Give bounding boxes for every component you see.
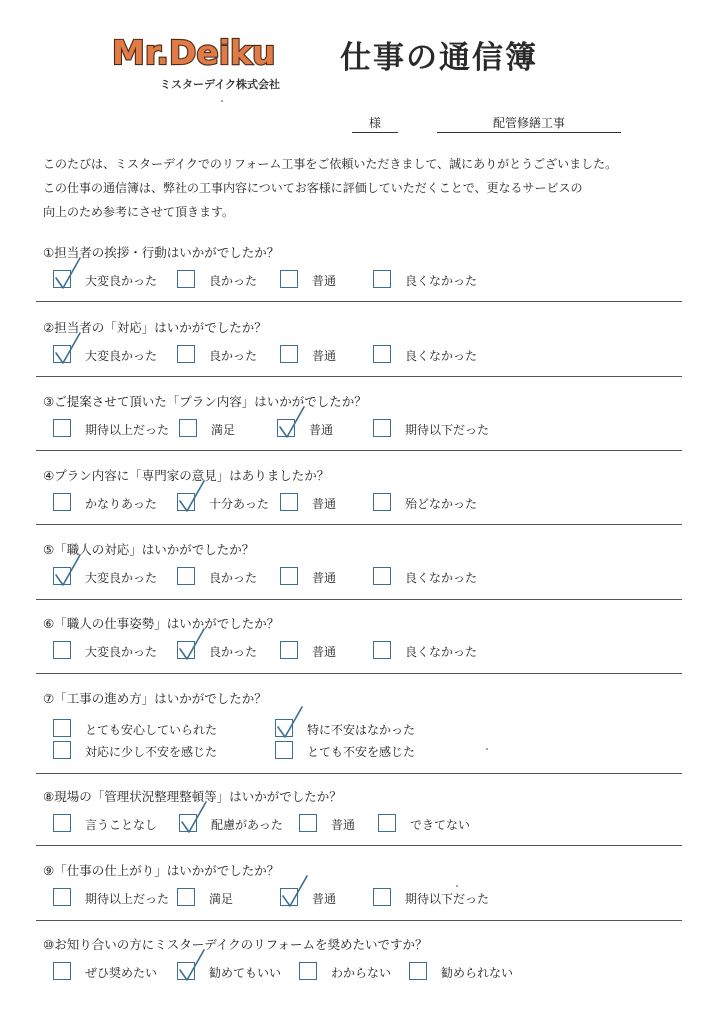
option-label: 普通 (309, 423, 334, 437)
question-title: ②担当者の「対応」はいかがでしたか？ (43, 320, 267, 335)
option-label: 大変良かった (85, 274, 158, 288)
option-label: 普通 (312, 571, 337, 585)
intro-line: 向上のため参考にさせて頂きます。 (43, 205, 235, 219)
option-label: 普通 (312, 349, 337, 363)
checkbox[interactable] (177, 888, 195, 906)
option-label: ぜひ奨めたい (85, 966, 158, 980)
customer-name-field: 様 (352, 114, 398, 133)
answer-option[interactable] (53, 719, 253, 739)
option-label: 満足 (211, 423, 236, 437)
survey-question (43, 540, 683, 598)
checkbox[interactable] (409, 962, 427, 980)
answer-option[interactable] (409, 962, 609, 982)
checkbox[interactable] (275, 741, 293, 759)
option-label: かなりあった (85, 497, 157, 511)
survey-question (43, 392, 683, 450)
check-mark-icon (177, 948, 207, 982)
answer-option[interactable] (373, 567, 573, 587)
option-label: とても不安を感じた (307, 745, 416, 759)
question-title: ⑦「工事の進め方」はいかがでしたか？ (43, 691, 267, 706)
checkbox[interactable] (53, 888, 71, 906)
option-label: 普通 (312, 645, 337, 659)
option-label: 良くなかった (405, 349, 478, 363)
option-label: できてない (410, 818, 471, 832)
mr-deiku-logo (108, 30, 330, 74)
company-name: ミスターデイク株式会社 (160, 78, 281, 91)
checkbox[interactable] (53, 419, 71, 437)
survey-question (43, 243, 683, 301)
work-name-field: 配管修繕工事 (437, 114, 621, 133)
section-divider (36, 450, 682, 451)
survey-question (43, 689, 683, 769)
question-title: ⑥「職人の仕事姿勢」はいかがでしたか？ (43, 616, 280, 631)
section-divider (36, 376, 682, 377)
intro-line: この仕事の通信簿は、弊社の工事内容についてお客様に評価していただくことで、更なるサービスの (43, 181, 583, 195)
checkbox[interactable] (373, 419, 391, 437)
checkbox[interactable] (373, 888, 391, 906)
answer-option[interactable] (275, 719, 475, 739)
question-title: ⑤「職人の対応」はいかがでしたか？ (43, 542, 255, 557)
option-label: 良かった (209, 571, 258, 585)
option-label: 良くなかった (405, 571, 478, 585)
checkbox[interactable] (373, 567, 391, 585)
question-title: ③ご提案させて頂いた「プラン内容」はいかがでしたか？ (43, 394, 367, 409)
checkbox[interactable] (177, 567, 195, 585)
option-label: 普通 (331, 818, 356, 832)
checkbox[interactable] (299, 814, 317, 832)
check-mark-icon (177, 627, 207, 661)
option-label: 勧められない (441, 966, 514, 980)
document-title: 仕事の通信簿 (340, 40, 538, 76)
option-label: 良かった (209, 274, 258, 288)
option-label: 普通 (312, 497, 337, 511)
checkbox[interactable] (53, 493, 71, 511)
scan-speck (486, 748, 488, 750)
check-mark-icon (179, 800, 209, 834)
section-divider (36, 920, 682, 921)
section-divider (36, 599, 682, 600)
checkbox[interactable] (280, 493, 298, 511)
survey-question (43, 466, 683, 524)
checkbox[interactable] (53, 814, 71, 832)
checkbox[interactable] (179, 419, 197, 437)
checkbox[interactable] (373, 493, 391, 511)
option-label: 殆どなかった (405, 497, 478, 511)
answer-option[interactable] (373, 641, 573, 661)
option-label: 配慮があった (211, 818, 283, 832)
check-mark-icon (53, 553, 83, 587)
option-label: 良くなかった (405, 274, 478, 288)
answer-option[interactable] (53, 741, 253, 761)
check-mark-icon (53, 331, 83, 365)
option-label: 十分あった (209, 497, 269, 511)
survey-question (43, 861, 683, 919)
option-label: 大変良かった (85, 645, 158, 659)
option-label: 満足 (209, 892, 234, 906)
checkbox[interactable] (53, 741, 71, 759)
answer-option[interactable] (373, 419, 573, 439)
option-label: 対応に少し不安を感じた (85, 745, 218, 759)
survey-question (43, 318, 683, 376)
answer-option[interactable] (373, 493, 573, 513)
option-label: 期待以上だった (85, 423, 170, 437)
answer-option[interactable] (378, 814, 578, 834)
form-header (0, 0, 724, 130)
option-label: 良くなかった (405, 645, 478, 659)
checkbox[interactable] (280, 641, 298, 659)
option-label: 勧めてもいい (209, 966, 282, 980)
check-mark-icon (280, 874, 310, 908)
checkbox[interactable] (280, 567, 298, 585)
check-mark-icon (275, 705, 305, 739)
question-title: ⑩お知り合いの方にミスターデイクのリフォームを奨めたいですか？ (43, 937, 428, 952)
scan-speck (456, 885, 458, 887)
option-label: 特に不安はなかった (307, 723, 416, 737)
option-label: 言うことなし (85, 818, 158, 832)
option-label: 良かった (209, 645, 258, 659)
question-title: ④プラン内容に「専門家の意見」はありましたか？ (43, 468, 330, 483)
checkbox[interactable] (280, 270, 298, 288)
check-mark-icon (177, 479, 207, 513)
answer-option[interactable] (373, 270, 573, 290)
option-label: とても安心していられた (85, 723, 218, 737)
survey-question (43, 935, 683, 993)
section-divider (36, 773, 682, 774)
question-title: ①担当者の挨拶・行動はいかがでしたか？ (43, 245, 280, 260)
section-divider (36, 673, 682, 674)
checkbox[interactable] (299, 962, 317, 980)
option-label: 普通 (312, 892, 337, 906)
question-title: ⑧現場の「管理状況整理整頓等」はいかがでしたか？ (43, 789, 342, 804)
checkbox[interactable] (177, 270, 195, 288)
check-mark-icon (53, 256, 83, 290)
checkbox[interactable] (53, 962, 71, 980)
option-label: 期待以下だった (405, 423, 490, 437)
checkbox[interactable] (373, 345, 391, 363)
option-label: 普通 (312, 274, 337, 288)
answer-option[interactable] (275, 741, 475, 761)
option-label: 大変良かった (85, 571, 158, 585)
section-divider (36, 845, 682, 846)
checkbox[interactable] (177, 345, 195, 363)
logo-text: Mr.Deiku (112, 33, 276, 72)
checkbox[interactable] (53, 641, 71, 659)
intro-paragraph (43, 152, 663, 224)
section-divider (36, 301, 682, 302)
checkbox[interactable] (280, 345, 298, 363)
option-label: 期待以上だった (85, 892, 170, 906)
checkbox[interactable] (53, 719, 71, 737)
section-divider (36, 524, 682, 525)
answer-option[interactable] (373, 345, 573, 365)
survey-question (43, 787, 683, 845)
scan-speck (221, 100, 223, 102)
checkbox[interactable] (378, 814, 396, 832)
checkbox[interactable] (373, 641, 391, 659)
question-title: ⑨「仕事の仕上がり」はいかがでしたか？ (43, 863, 280, 878)
check-mark-icon (277, 405, 307, 439)
survey-question (43, 614, 683, 672)
option-label: わからない (331, 966, 392, 980)
option-label: 大変良かった (85, 349, 158, 363)
option-label: 期待以下だった (405, 892, 490, 906)
checkbox[interactable] (373, 270, 391, 288)
answer-option[interactable] (373, 888, 573, 908)
option-label: 良かった (209, 349, 258, 363)
intro-line: このたびは、ミスターデイクでのリフォーム工事をご依頼いただきまして、誠にありがとうございました。 (43, 157, 618, 171)
